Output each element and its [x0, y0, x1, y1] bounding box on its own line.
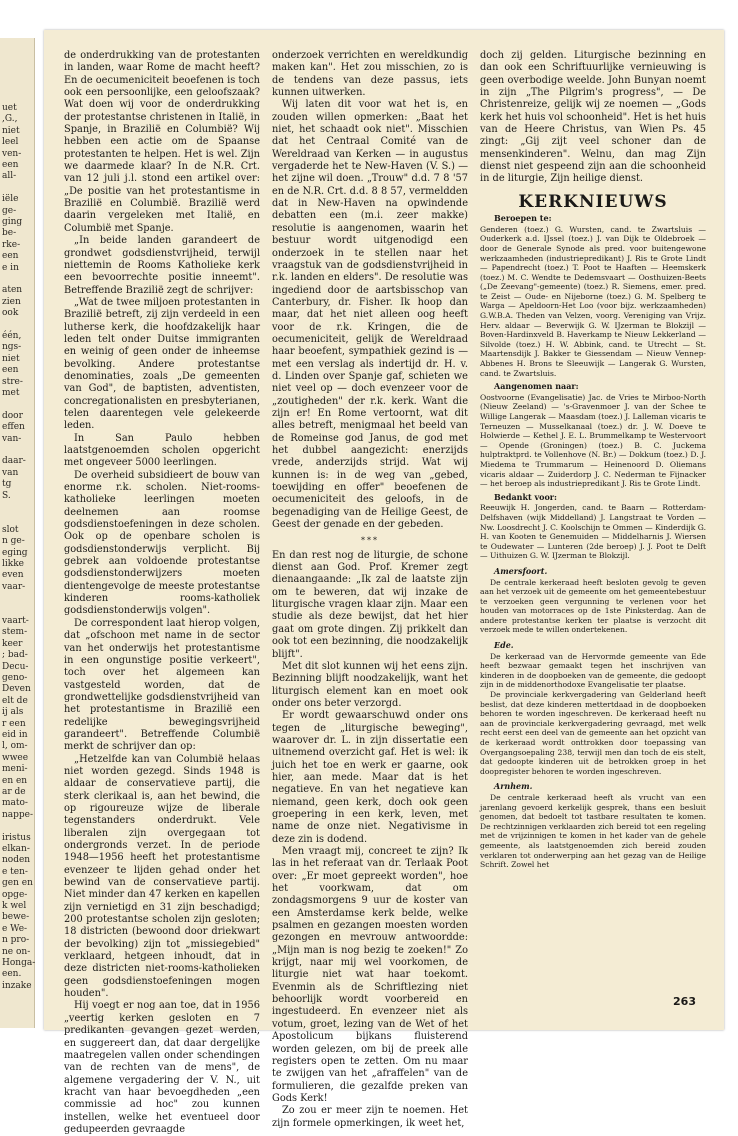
adjacent-page-fragment: Deven [2, 684, 31, 695]
adjacent-page-fragment: even [2, 570, 24, 581]
adjacent-page-fragment: tg [2, 479, 12, 490]
kerknieuws-section [480, 214, 706, 870]
adjacent-page-fragment: Decu- [2, 661, 29, 672]
page-number: 263 [673, 995, 696, 1008]
adjacent-page-fragment: ,G., [2, 114, 18, 125]
adjacent-page-fragment: ij als [2, 707, 24, 718]
column-2 [272, 50, 468, 1130]
adjacent-page-fragment: door [2, 410, 23, 421]
adjacent-page-fragment: eid in [2, 730, 28, 740]
beroepen-label: Beroepen te: [494, 213, 552, 224]
adjacent-page-fragment: r een [2, 718, 26, 729]
bedankt-text: Reeuwijk H. Jongerden, cand. te Baarn — Rotterdam-Delfshaven (wijk Middelland) J. Langstraat te Vorden — Nw. Loosdrecht J. C. Koolschijn te Ommen — Kinderdijk G. H. van Kooten te Genemuiden — Middelharnis J. Wiersen te Oudewater — Lunteren (2de beroep) J. J. Poot te Delft — Uithuizen G. W. IJzerman te Blokzijl. [480, 503, 706, 561]
adjacent-page-fragment: leel [2, 137, 19, 148]
section-divider-stars: *** [361, 536, 379, 546]
paragraph: onderzoek verrichten en wereldkundig maken kan". Het zou misschien, zo is de tendens van deze passus, iets kunnen uitwerken. [272, 50, 468, 99]
adjacent-page-fragment: elkan- [2, 844, 30, 854]
paragraph: „Wat de twee miljoen protestanten in Brazilië betreft, zij zijn verdeeld in een lutherse kerk, die hoofdzakelijk haar leden telt onder Duitse immigranten en weinig of geen onder de inheemse bevolking. Andere protestantse denominaties, zoals „De gemeenten van God", de baptisten, adventisten, concregationalisten en presbyterianen, telen daarentegen vele gelekeerde leden. [64, 296, 260, 432]
adjacent-page-fragment: een [2, 251, 19, 262]
adjacent-page-fragment: een. [2, 969, 22, 980]
adjacent-page-fragment: inzake [2, 980, 32, 991]
ede-label: Ede. [494, 640, 514, 651]
adjacent-page-fragment: bewe- [2, 912, 30, 923]
adjacent-page-fragment: likke [2, 559, 24, 569]
adjacent-page-fragment: niet [2, 353, 20, 364]
adjacent-page-fragment: elt de [2, 695, 28, 706]
paragraph: En dan rest nog de liturgie, de schone dienst aan God. Prof. Kremer zegt dienaangaande: „Ik zal de laatste zijn om te beweren, dat wij inzake de liturgische vragen klaar zijn. Maar een studie als deze bewijst, dat het hier gaat om grote dingen. Zij prikkelt dan ook tot een bezinning, die noodzakelijk blijft". [272, 549, 468, 660]
adjacent-page-fragment: n pro- [2, 935, 30, 946]
column-3 [480, 50, 706, 870]
arnhem-text: De centrale kerkeraad heeft als vrucht van een jarenlang gevoerd kerkelijk gesprek, thans een besluit genomen, dat bedoelt tot tastbare resultaten te komen. De rechtzinnigen verklaarden zich bereid tot een regeling met de vrijzinnigen te komen in het kader van de gehele gemeente, als laatstgenoemden zich bereid zouden verklaren tot onderwerping aan het gezag van de Heilige Schrift. Zowel het [480, 792, 706, 870]
adjacent-page-fragment: ; bad- [2, 650, 28, 661]
adjacent-page-fragment: S. [2, 490, 11, 501]
adjacent-page-fragment: geno- [2, 673, 28, 683]
adjacent-page-fragment: eging [2, 547, 28, 558]
paragraph: In San Paulo hebben laatstgenoemden scholen opgericht met ongeveer 5000 leerlingen. [64, 432, 260, 469]
paragraph: De correspondent laat hierop volgen, dat „ofschoon met name in de sector van het onderwijs het protestantisme in een ongunstige positie verkeert", toch over het algemeen kan vastgesteld worden, dat de grondwettelijke godsdienstvrijheid van het protestantisme in Brazilië een redelijke bewegingsvrijheid garandeert". Betreffende Columbië merkt de schrijver dan op: [64, 617, 260, 753]
adjacent-page-fragment: meni- [2, 764, 28, 775]
adjacent-page-fragment: rke- [2, 239, 21, 250]
adjacent-page-fragment: n ge- [2, 536, 25, 547]
adjacent-page-fragment: van- [2, 433, 22, 444]
aangenomen-text: Oostvoorne (Evangelisatie) Jac. de Vries te Mirboo-North (Nieuw Zeeland) — 's-Gravenmoer J. van der Schee te Willige Langerak — Maasdam (toez.) J. Lalleman vicaris te Terneuzen — Musselkanaal (toez.) dr. J. W. Doeve te Holwierde — Kethel J. E. L. Brummelkamp te Westervoort — Opende (Groningen) (toez.) B. C. Juckema hulptraktprd. te Vollenhove (N. Br.) — Dokkum (toez.) D. J. Miedema te Trummarum — Heinenoord D. Oliemans vicaris aldaar — Zuiderdorp J. C. Nederman te Fijnacker — het beroep als industriepredikant J. Ris te Grote Lindt. [480, 392, 706, 489]
adjacent-page-fragment: all- [2, 171, 17, 182]
paragraph: Wij laten dit voor wat het is, en zouden willen opmerken: „Baat het niet, het schaadt ook niet". Misschien dat het Centraal Comité van de Wereldraad van Kerken — in augustus vergaderde het te New-Haven (V. S.) — het zijne wil doen. „Trouw" d.d. 7 8 '57 en de N.R. Crt. d.d. 8 8 57, vermeldden dat in New-Haven na opwindende debatten een (m.i. zeer makke) resolutie is aangenomen, waarin het bestuur wordt uitgenodigd een onderzoek in te stellen naar het vraagstuk van de godsdienstvrijheid in r.k. landen en elders". De resolutie was ingediend door de aartsbisschop van Canterbury, dr. Fisher. Ik hoop dan maar, dat het niet alleen oog heeft voor de r.k. Kringen, die de oecumeniciteit, gelijk de Wereldraad haar beoefent, sympathiek gezind is — met een verslag als indertijd dr. H. v. d. Linden over Spanje gaf, schieten we niet veel op — doch evenzeer voor de „zoutigheden" der r.k. kerk. Want die zijn er! En Rome vertoornt, wat dit alles betreft, menigmaal het beeld van de Romeinse god Janus, de god met het dubbel aangezicht: enerzijds vrede, anderzijds strijd. Wat wij kunnen is: in de weg van „gebed, toewijding en offer" beoefenen de oecumeniciteit des geloofs, in de begenadiging van de Heilige Geest, de Geest der genade en der gebeden. [272, 99, 468, 531]
adjacent-page-strip [0, 38, 35, 1028]
adjacent-page-fragment: ge- [2, 205, 17, 216]
adjacent-page-fragment: wwee [2, 752, 29, 763]
adjacent-page-fragment: ngs- [2, 342, 22, 353]
adjacent-page-fragment: ook [2, 308, 19, 319]
paragraph: „Hetzelfde kan van Columbië helaas niet worden gezegd. Sinds 1948 is aldaar de conservatieve partij, die sterk clerikaal is, aan het bewind, die op rigoureuze wijze de liberale tegenstanders onderdrukt. Vele liberalen zijn overgegaan tot ondergronds verzet. In de periode 1948—1956 heeft het protestantisme evenzeer te lijden gehad onder het bewind van de conservatieve partij. Niet minder dan 47 kerken en kapellen zijn vernietigd en 31 zijn beschadigd; 200 protestantse scholen zijn gesloten; 18 districten (bewoond door driekwart der bevolking) zijn tot „missiegebied" verklaard, hetgeen inhoudt, dat in deze districten niet-rooms-katholieken geen godsdienstoefeningen mogen houden". [64, 753, 260, 1000]
adjacent-page-fragment: een [2, 365, 19, 376]
adjacent-page-fragment: uet [2, 103, 17, 113]
adjacent-page-fragment: opge- [2, 889, 28, 900]
kerknieuws-heading: KERKNIEUWS [518, 191, 668, 212]
paragraph: Er wordt gewaarschuwd onder ons tegen de „liturgische beweging", waarover dr. L. in zijn dissertatie een uitnemend overzicht gaf. Het is wel: ik juich het toe en werk er gaarne, ook hier, aan mede. Maar dat is het negatieve. En van het negatieve kan niemand, geen kerk, doch ook geen groepering in een kerk, leven, met name de onze niet. Negativisme in deze zin is dodend. [272, 710, 468, 845]
paragraph: Zo zou er meer zijn te noemen. Het zijn formele opmerkingen, ik weet het, [272, 1105, 468, 1129]
adjacent-page-fragment: zien [2, 296, 21, 307]
adjacent-page-fragment: e ten- [2, 866, 28, 877]
amersfoort-text: De centrale kerkeraad heeft besloten gevolg te geven aan het verzoek uit de gemeente om het gemeentebestuur te verzoeken geen vergunning te verlenen voor het houden van motorraces op de 1ste Pinksterdag. Aan de andere protestantse kerken ter plaatse is verzocht dit verzoek mede te willen ondertekenen. [480, 577, 706, 635]
bedankt-label: Bedankt voor: [494, 491, 557, 502]
adjacent-page-fragment: aten [2, 285, 23, 296]
adjacent-page-fragment: slot [2, 524, 19, 535]
amersfoort-label: Amersfoort. [494, 565, 548, 576]
adjacent-page-fragment: iristus [2, 832, 31, 843]
adjacent-page-fragment: e in [2, 262, 19, 273]
adjacent-page-fragment: e We- [2, 923, 28, 934]
beroepen-text: Genderen (toez.) G. Wursten, cand. te Zwartsluis — Ouderkerk a.d. IJssel (toez.) J. van Dijk te Oldebroek — door de Generale Synode als pred. voor buitengewone werkzaamheden (industriepredikant) J. Ris te Grote Lindt — Papendrecht (toez.) T. Poot te Haaften — Heemskerk (toez.) M. C. Wendte te Dedemsvaart — Oosthuizen-Beets („De Zeevang"-gemeente) (toez.) R. Siemens, emer. pred. te Zeist — Oude- en Nijeborne (toez.) G. M. Spelberg te Warga — Apeldoorn-Het Loo (voor bijz. werkzaamheden) G.W.B.A. Theden van Velzen, voorg. Vereniging van Vrijz. Herv. aldaar — Beverwijk G. W. IJzerman te Blokzijl — Boven-Hardinxveld B. Haverkamp te Nieuw Lekkerland — Silvolde (toez.) H. W. Abbink, cand. te Utrecht — St. Maartensdijk J. Bakker te Giessendam — Nieuw Vennep-Abbenes H. Brons te Sleeuwijk — Langerak G. Wursten, cand. te Zwartsluis. [480, 224, 706, 378]
adjacent-page-fragment: Honga- [2, 958, 36, 968]
adjacent-page-fragment: van [2, 467, 19, 478]
adjacent-page-fragment: noden [2, 855, 31, 866]
adjacent-page-fragment: stem- [2, 627, 28, 638]
adjacent-page-fragment: ar de [2, 787, 26, 797]
adjacent-page-fragment: l, om- [2, 741, 28, 752]
adjacent-page-fragment: keer [2, 638, 23, 649]
adjacent-page-fragment: vaar- [2, 581, 26, 592]
column-1 [64, 50, 260, 1136]
adjacent-page-fragment: iële [2, 194, 19, 205]
adjacent-page-fragment: ging [2, 217, 23, 227]
ede-text-1: De kerkeraad van de Hervormde gemeente van Ede heeft bezwaar gemaakt tegen het inschrijven van kinderen in de doopboeken van de gemeente, die gedoopt zijn in de middenorthodoxe Evangelisatie ter plaatse. [480, 651, 706, 690]
adjacent-page-fragment: niet [2, 125, 20, 136]
ede-text-2: De provinciale kerkvergadering van Gelderland heeft beslist, dat deze kinderen mettertdaad in de doopboeken behoren te worden ingeschreven. De kerkeraad heeft nu aan de provinciale kerkvergadering gevraagd, met welk recht eerst een deel van de gemeente aan het opzicht van de kerkeraad wordt onttrokken door toepassing van Overgangsoepaling 238, terwijl men dan toch de eis stelt, dat gedoopte kinderen uit de betrokken groep in het doopregister behoren te worden ingeschreven. [480, 690, 706, 776]
adjacent-page-fragment: daar- [2, 456, 26, 467]
adjacent-page-fragment: stre- [2, 376, 23, 387]
paragraph: Hij voegt er nog aan toe, dat in 1956 „veertig kerken gesloten en 7 predikanten gevangen gezet werden, en suggereert dan, dat daar dergelijke maatregelen vallen onder schendingen van de rechten van de mens", de algemene vergadering der V. N., uit kracht van haar bevoegdheden „een commissie ad hoc" zou kunnen instellen, welke het eventueel door gedupeerden gevraagde [64, 1000, 260, 1135]
paragraph: doch zij gelden. Liturgische bezinning en dan ook een Schriftuurlijke vernieuwing is geen overbodige weelde. John Bunyan noemt in zijn „The Pilgrim's progress", — De Christenreize, gelijk wij ze noemen — „Gods kerk het huis vol schoonheid". Het is het huis van de Heere Christus, van Wien Ps. 45 zingt: „Gij zijt veel schoner dan de mensenkinderen". Welnu, dan mag Zijn dienst niet gespeend zijn aan die schoonheid in de liturgie, Zijn heilige dienst. [480, 50, 706, 185]
adjacent-page-fragment: vaart- [2, 616, 29, 626]
adjacent-page-fragment: een [2, 160, 19, 170]
paragraph: De overheid subsidieert de bouw van enorme r.k. scholen. Niet-rooms-katholieke leerlingen moeten deelnemen aan roomse godsdienstoefeningen in deze scholen. Ook op de openbare scholen is godsdienstonderwijs verplicht. Bij gebrek aan voldoende protestantse godsdienstonderwijzers moeten dientengevolge de meeste protestantse kinderen rooms-katholiek godsdienstonderwijs volgen". [64, 469, 260, 617]
adjacent-page-fragment: mato- [2, 798, 28, 809]
paragraph: Met dit slot kunnen wij het eens zijn. Bezinning blijft noodzakelijk, want het liturgisch element kan en moet ook onder ons beter verzorgd. [272, 660, 468, 709]
adjacent-page-fragment: één, [2, 331, 22, 341]
adjacent-page-fragment: ne on- [2, 946, 31, 957]
adjacent-page-fragment: effen [2, 422, 25, 433]
paragraph: de onderdrukking van de protestanten in landen, waar Rome de macht heeft? En de oecumeniciteit beoefenen is toch ook een persoonlijke, een geloofszaak? Wat doen wij voor de onderdrukking der protestantse christenen in Italië, in Spanje, in Brazilië en Columbië? Wij hebben een actie om de Spaanse protestanten te helpen. Het is wel. Zijn we daarmede klaar? In de N.R. Crt. van 12 juli j.l. stond een artikel over: „De positie van het protestantisme in Brazilië en Columbië. Brazilië werd daarin vergeleken met Italië, en Columbië met Spanje. [64, 50, 260, 234]
adjacent-page-fragment: be- [2, 228, 17, 239]
adjacent-page-fragment: k wel [2, 901, 27, 911]
adjacent-page-fragment: gen en [2, 878, 33, 889]
adjacent-page-fragment: ven- [2, 148, 22, 159]
magazine-page [44, 30, 724, 1135]
adjacent-page-fragment: nappe- [2, 809, 34, 820]
arnhem-label: Arnhem. [494, 781, 533, 792]
aangenomen-label: Aangenomen naar: [494, 381, 579, 392]
paragraph: „In beide landen garandeert de grondwet godsdienstvrijheid, terwijl niettemin de Rooms Katholieke kerk een bevoorrechte positie inneemt". Betreffende Brazilië zegt de schrijver: [64, 235, 260, 296]
paragraph: Men vraagt mij, concreet te zijn? Ik las in het referaat van dr. Terlaak Poot over: „Er moet gepreekt worden", hoe het voorkwam, dat om zondagsmorgens 9 uur de koster van een Amsterdamse kerk belde, welke psalmen en gezangen moesten worden gezongen en mevrouw antwoordde: „Mijn man is nog bezig te zoeken!" Zo krijgt, naar mij wel voorkomen, de liturgie niet wat haar toekomt. Evenmin als de Schriftlezing niet behoorlijk wordt voorbereid en ingestudeerd. En evenzeer niet als votum, groet, lezing van de Wet of het Apostolicum bijkans fluisterend worden gelezen, om bij de preek alle registers open te zetten. Om nu maar te zwijgen van het „afraffelen" van de formulieren, die gezalfde preken van Gods Kerk! [272, 846, 468, 1104]
adjacent-page-fragment: en en [2, 775, 28, 786]
adjacent-page-fragment: met [2, 388, 20, 398]
